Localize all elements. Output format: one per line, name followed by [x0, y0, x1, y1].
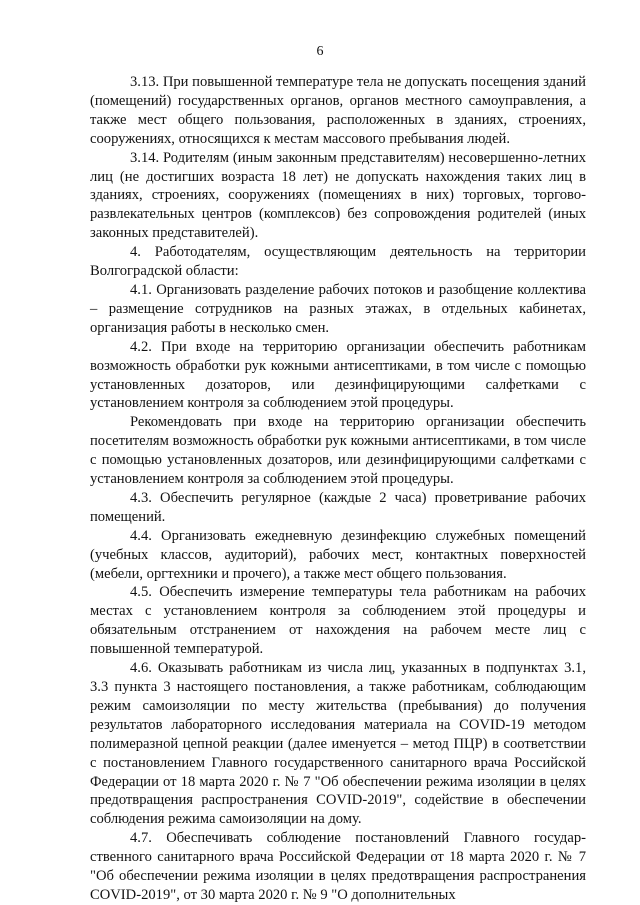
- paragraph-3-13: 3.13. При повышенной температуре тела не допускать посещения зданий (помещений) государственных органов, органов местного самоуправления, а также мест общего пользования, расположенных в зданиях, строениях, сооружениях, относящихся к местам массового пребывания людей.: [90, 74, 586, 147]
- paragraph-4-7: 4.7. Обеспечивать соблюдение постановлений Главного государ-ственного санитарного врача Российской Федерации от 18 марта 2020 г. № 7 "Об обеспечении режима изоляции в целях предотвращения распространения COVID-2019", от 30 марта 2020 г. № 9 "О дополнительных: [90, 830, 586, 903]
- paragraph-4-4: 4.4. Организовать ежедневную дезинфекцию служебных помещений (учебных классов, аудиторий), рабочих мест, контактных поверхностей (мебели, оргтехники и прочего), а также мест общего пользования.: [90, 527, 586, 582]
- paragraph-4-1: 4.1. Организовать разделение рабочих потоков и разобщение коллектива – размещение сотрудников на разных этажах, в отдельных кабинетах, организация работы в несколько смен.: [90, 281, 586, 336]
- document-body: [90, 73, 586, 905]
- paragraph-4-3: 4.3. Обеспечить регулярное (каждые 2 часа) проветривание рабочих помещений.: [90, 489, 586, 525]
- paragraph-4-2-recommendation: Рекомендовать при входе на территорию организации обеспечить посетителям возможность обработки рук кожными антисептиками, в том числе с помощью установленных дозаторов, или дезинфицирующими салфетками с установлением контроля за соблюдением этой процедуры.: [90, 414, 586, 488]
- page-number: 6: [316, 44, 324, 59]
- paragraph-3-14: 3.14. Родителям (иным законным представителям) несовершенно-летних лиц (не достигших возраста 18 лет) не допускать нахождения таких лиц в зданиях, строениях, сооружениях (помещениях в них) торговых, торгово-развлекательных центров (комплексов) без сопровождения родителей (иных законных представителей).: [90, 149, 586, 242]
- paragraph-4-5: 4.5. Обеспечить измерение температуры тела работникам на рабочих местах с установлением контроля за соблюдением этой процедуры и обязательным отстранением от нахождения на рабочем месте лиц с повышенной температурой.: [90, 584, 586, 658]
- paragraph-4-6: 4.6. Оказывать работникам из числа лиц, указанных в подпунктах 3.1, 3.3 пункта 3 настоящего постановления, а также работникам, соблюдающим режим самоизоляции по месту жительства (пребывания) до получения результатов лабораторного исследования материала на COVID-19 методом полимеразной цепной реакции (далее именуется – метод ПЦР) в соответствии с постановлением Главного государственного санитарного врача Российской Федерации от 18 марта 2020 г. № 7 "Об обеспечении режима изоляции в целях предотвращения распространения COVID-2019", содействие в обеспечении соблюдения режима самоизоляции на дому.: [90, 660, 586, 828]
- paragraph-4: 4. Работодателям, осуществляющим деятельность на территории Волгоградской области:: [90, 244, 586, 280]
- paragraph-4-2: 4.2. При входе на территорию организации обеспечить работникам возможность обработки рук кожными антисептиками, в том числе с помощью установленных дозаторов, или дезинфицирующими салфетками с установлением контроля за соблюдением этой процедуры.: [90, 338, 586, 412]
